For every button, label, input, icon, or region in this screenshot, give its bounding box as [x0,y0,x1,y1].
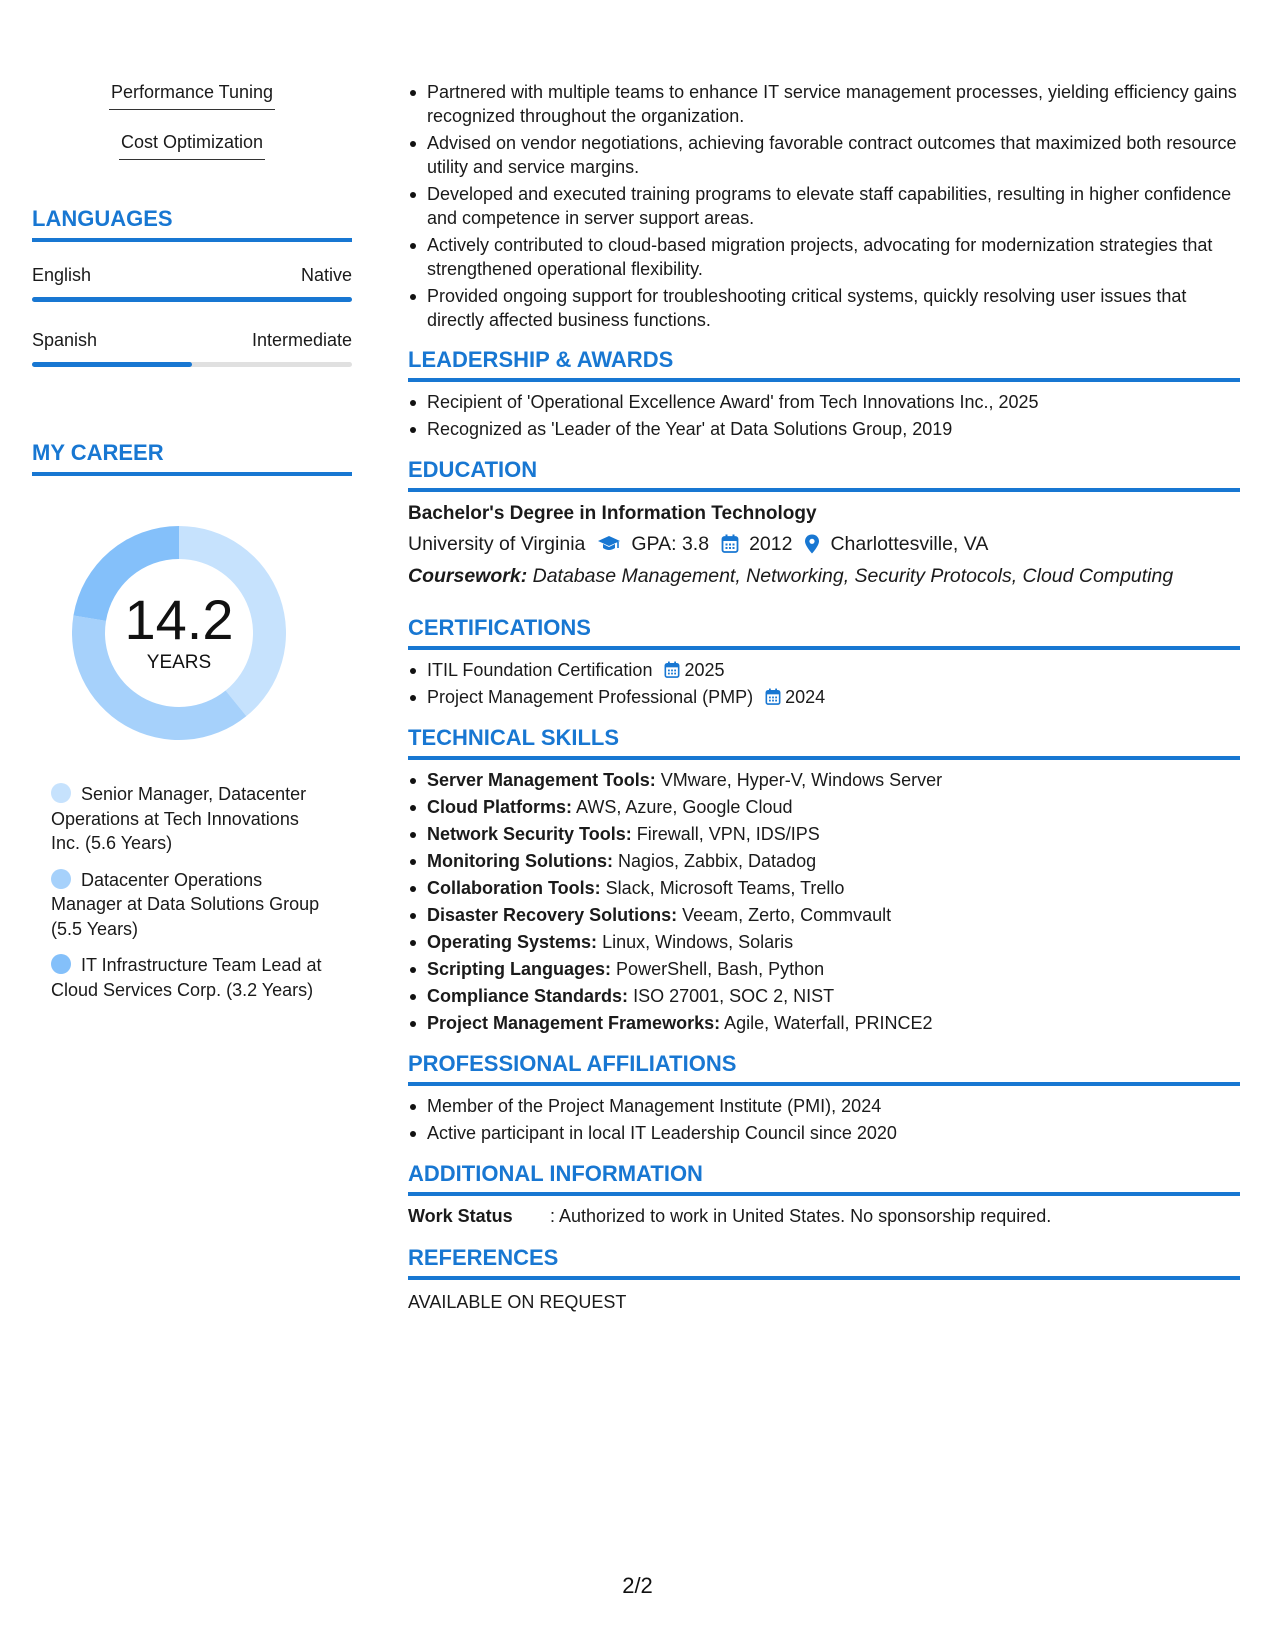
skill-tag: Performance Tuning [109,80,275,110]
additional-info-heading: ADDITIONAL INFORMATION [408,1160,1240,1196]
career-legend-item [51,953,331,1002]
work-status-row [408,1204,1240,1228]
references-text: AVAILABLE ON REQUEST [408,1292,627,1312]
affiliation-item: Member of the Project Management Institute (PMI), 2024 [408,1094,1240,1119]
skill-value: VMware, Hyper-V, Windows Server [660,770,943,790]
career-legend-label: Senior Manager, Datacenter Operations at Tech Innovations Inc. (5.6 Years) [51,784,307,853]
skill-item [408,849,1240,874]
certification-item [408,685,1240,710]
language-level: Intermediate [251,330,352,350]
skill-item [408,795,1240,820]
gpa: GPA: 3.8 [631,533,710,555]
certification-name: ITIL Foundation Certification [427,660,653,680]
calendar-icon [664,661,680,679]
skill-item [408,957,1240,982]
language-level: Native [300,265,352,285]
skill-value: Linux, Windows, Solaris [602,932,794,952]
affiliations-heading: PROFESSIONAL AFFILIATIONS [408,1050,1240,1086]
career-heading: MY CAREER [32,439,352,476]
skill-label: Collaboration Tools: [427,878,601,898]
skill-label: Server Management Tools: [427,770,656,790]
awards-list [408,390,1240,442]
school-location: Charlottesville, VA [830,533,989,555]
career-legend [32,782,352,1002]
career-legend-label: IT Infrastructure Team Lead at Cloud Services Corp. (3.2 Years) [51,955,322,1000]
skill-label: Operating Systems: [427,932,598,952]
work-status-label: Work Status [408,1206,513,1226]
language-item [32,264,352,302]
skill-label: Compliance Standards: [427,986,629,1006]
skill-value: ISO 27001, SOC 2, NIST [633,986,835,1006]
calendar-icon [721,534,739,554]
education-details [408,530,1240,558]
skill-label: Project Management Frameworks: [427,1013,721,1033]
affiliations-list [408,1094,1240,1146]
certification-item [408,658,1240,683]
certification-name: Project Management Professional (PMP) [427,687,754,707]
career-legend-item [51,782,331,856]
main-content [408,80,1240,1314]
experience-bullet: Developed and executed training programs to elevate staff capabilities, resulting in higher confidence and competence in server support areas. [408,182,1240,230]
graduation-cap-icon [597,535,621,553]
skill-label: Network Security Tools: [427,824,632,844]
language-item [32,329,352,367]
certifications-heading: CERTIFICATIONS [408,614,1240,650]
awards-heading: LEADERSHIP & AWARDS [408,346,1240,382]
language-name: English [32,265,92,285]
coursework [408,562,1240,590]
skill-item [408,876,1240,901]
career-total-unit: YEARS [146,652,212,673]
language-proficiency-bar [32,362,352,367]
language-proficiency-bar [32,297,352,302]
education-heading: EDUCATION [408,456,1240,492]
career-donut-chart [64,518,294,748]
legend-dot-icon [51,869,71,889]
languages-section [32,205,352,367]
coursework-list: Database Management, Networking, Security Protocols, Cloud Computing [532,565,1174,587]
graduation-year: 2012 [749,533,793,555]
experience-bullets [408,80,1240,332]
career-section [32,439,352,1002]
references-heading: REFERENCES [408,1244,1240,1280]
skill-value: AWS, Azure, Google Cloud [576,797,793,817]
legend-dot-icon [51,954,71,974]
skill-tags [32,80,352,180]
degree-title: Bachelor's Degree in Information Technology [408,503,817,524]
career-legend-label: Datacenter Operations Manager at Data Solutions Group (5.5 Years) [51,869,320,939]
skill-item [408,822,1240,847]
skill-value: Nagios, Zabbix, Datadog [617,851,817,871]
calendar-icon [765,688,781,706]
skill-item [408,1011,1240,1036]
career-total-years: 14.2 [124,588,234,651]
experience-bullet: Actively contributed to cloud-based migration projects, advocating for modernization strategies that strengthened operational flexibility. [408,233,1240,281]
career-legend-item [51,868,331,942]
page-number: 2/2 [622,1573,653,1598]
language-proficiency-fill [32,297,352,302]
location-pin-icon [804,534,820,554]
school-name: University of Virginia [408,533,586,555]
skill-label: Cloud Platforms: [427,797,573,817]
experience-bullet: Partnered with multiple teams to enhance IT service management processes, yielding efficiency gains recognized throughout the organization. [408,80,1240,128]
language-proficiency-fill [32,362,192,367]
skill-value: Veeam, Zerto, Commvault [682,905,892,925]
skills-list [408,768,1240,1036]
certification-year: 2025 [684,660,725,680]
award-item: Recognized as 'Leader of the Year' at Data Solutions Group, 2019 [408,417,1240,442]
language-name: Spanish [32,330,98,350]
skill-label: Monitoring Solutions: [427,851,613,871]
legend-dot-icon [51,783,71,803]
award-item: Recipient of 'Operational Excellence Award' from Tech Innovations Inc., 2025 [408,390,1240,415]
skill-value: PowerShell, Bash, Python [616,959,825,979]
experience-bullet: Advised on vendor negotiations, achieving favorable contract outcomes that maximized both resource utility and service margins. [408,131,1240,179]
skill-value: Firewall, VPN, IDS/IPS [636,824,820,844]
experience-bullet: Provided ongoing support for troubleshooting critical systems, quickly resolving user issues that directly affected business functions. [408,284,1240,332]
skill-label: Scripting Languages: [427,959,612,979]
skill-value: Agile, Waterfall, PRINCE2 [724,1013,933,1033]
skill-value: Slack, Microsoft Teams, Trello [605,878,845,898]
affiliation-item: Active participant in local IT Leadership Council since 2020 [408,1121,1240,1146]
skill-item [408,930,1240,955]
skill-item [408,768,1240,793]
skill-item [408,903,1240,928]
certification-year: 2024 [785,687,826,707]
coursework-label: Coursework: [408,565,528,587]
skill-tag: Cost Optimization [119,130,265,160]
languages-heading: LANGUAGES [32,205,352,242]
skill-item [408,984,1240,1009]
sidebar [32,80,352,1014]
work-status-value: : Authorized to work in United States. No sponsorship required. [550,1206,1052,1226]
certifications-list [408,658,1240,710]
skills-heading: TECHNICAL SKILLS [408,724,1240,760]
skill-label: Disaster Recovery Solutions: [427,905,678,925]
